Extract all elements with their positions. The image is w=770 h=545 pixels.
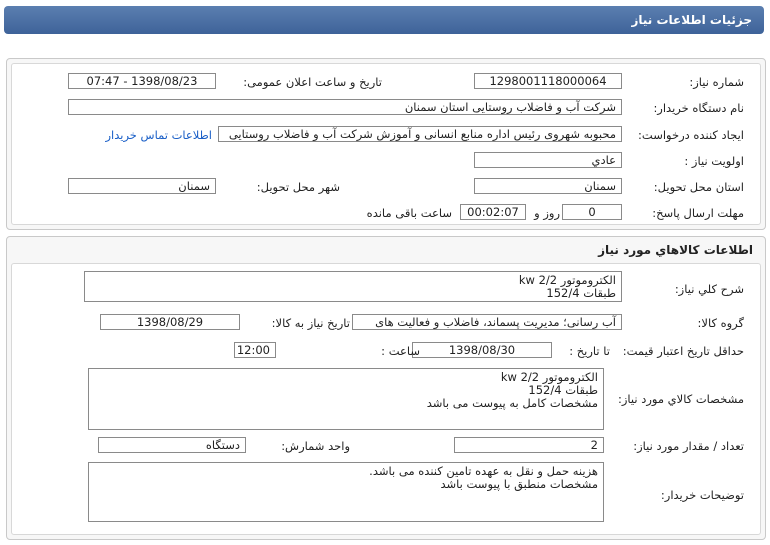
spec-line-2: طبقات 152/4 xyxy=(528,383,598,397)
summary-field xyxy=(84,271,622,302)
need-date-field: 1398/08/29 xyxy=(100,314,240,330)
announce-field: 1398/08/23 - 07:47 xyxy=(68,73,216,89)
spec-line-3: مشخصات کامل به پیوست می باشد xyxy=(426,396,598,410)
qty-field: 2 xyxy=(454,437,604,453)
page-title: جزئيات اطلاعات نياز xyxy=(631,13,752,27)
need-date-label: تاريخ نياز به کالا: xyxy=(271,316,350,330)
notes-line-2: مشخصات منطبق با پیوست باشد xyxy=(440,477,598,491)
spec-line-1: الکتروموتور 2/2 kw xyxy=(500,370,598,384)
need-number-label: شماره نياز: xyxy=(689,75,744,89)
city-label: شهر محل تحويل: xyxy=(256,180,340,194)
province-field: سمنان xyxy=(474,178,622,194)
validity-time-field: 12:00 xyxy=(234,342,276,358)
need-number-field: 1298001118000064 xyxy=(474,73,622,89)
notes-field xyxy=(88,462,604,522)
qty-label: تعداد / مقدار مورد نياز: xyxy=(633,439,744,453)
validity-date-field: 1398/08/30 xyxy=(412,342,552,358)
city-field: سمنان xyxy=(68,178,216,194)
buyer-label: نام دستگاه خريدار: xyxy=(653,101,744,115)
need-info-panel xyxy=(6,58,766,230)
need-info-inner xyxy=(11,63,761,225)
group-label: گروه کالا: xyxy=(697,316,744,330)
deadline-label: مهلت ارسال پاسخ: xyxy=(652,206,744,220)
province-label: استان محل تحويل: xyxy=(653,180,744,194)
buyer-contact-link[interactable]: اطلاعات تماس خريدار xyxy=(105,128,212,142)
group-field: آب رسانی؛ مدیریت پسماند، فاضلاب و فعالیت های xyxy=(352,314,622,330)
creator-field: محبوبه شهروی رئیس اداره منابع انسانی و آموزش شرکت آب و فاضلاب روستایی xyxy=(218,126,622,142)
summary-label: شرح کلي نياز: xyxy=(674,282,744,296)
buyer-field: شرکت آب و فاضلاب روستایی استان سمنان xyxy=(68,99,622,115)
notes-label: توضيحات خريدار: xyxy=(660,488,744,502)
priority-field: عادي xyxy=(474,152,622,168)
goods-inner xyxy=(11,263,761,535)
page-header xyxy=(4,6,764,34)
days-field: 0 xyxy=(562,204,622,220)
spec-label: مشخصات کالاي مورد نياز: xyxy=(617,392,744,406)
validity-label: حداقل تاريخ اعتبار قيمت: xyxy=(622,344,744,358)
days-label: روز و xyxy=(534,206,560,220)
priority-label: اولويت نياز : xyxy=(684,154,744,168)
spec-field xyxy=(88,368,604,430)
goods-panel xyxy=(6,236,766,540)
until-date-label: تا تاريخ : xyxy=(569,344,610,358)
unit-label: واحد شمارش: xyxy=(281,439,350,453)
notes-line-1: هزینه حمل و نقل به عهده تامین کننده می باشد. xyxy=(369,464,598,478)
remaining-label: ساعت باقی مانده xyxy=(366,206,452,220)
goods-section-title: اطلاعات کالاهاي مورد نياز xyxy=(598,243,753,257)
remaining-time-field: 00:02:07 xyxy=(460,204,526,220)
summary-line-2: طبقات 152/4 xyxy=(546,286,616,300)
creator-label: ايجاد کننده درخواست: xyxy=(638,128,744,142)
unit-field: دستگاه xyxy=(98,437,246,453)
hour-label: ساعت : xyxy=(381,344,420,358)
summary-line-1: الکتروموتور 2/2 kw xyxy=(518,273,616,287)
announce-label: تاريخ و ساعت اعلان عمومی: xyxy=(243,75,382,89)
